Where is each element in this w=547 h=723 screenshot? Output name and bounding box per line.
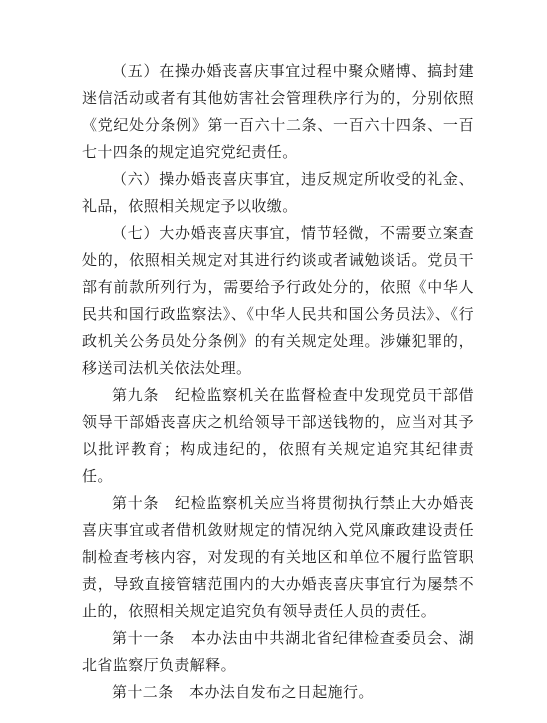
paragraph-item-6: （六）操办婚丧喜庆事宜，违反规定所收受的礼金、礼品，依照相关规定予以收缴。 bbox=[82, 170, 474, 215]
paragraph-item-7: （七）大办婚丧喜庆事宜，情节轻微，不需要立案查处的，依照相关规定对其进行约谈或者诫勉谈话。党员干部有前款所列行为，需要给予行政处分的，依照《中华人民共和国行政监察法》、《中华人民共和国公务员法》、《行政机关公务员处分条例》的有关规定处理。涉嫌犯罪的，移送司法机关依法处理。 bbox=[82, 224, 474, 377]
article-10: 第十条 纪检监察机关应当将贯彻执行禁止大办婚丧喜庆事宜或者借机敛财规定的情况纳入党风廉政建设责任制检查考核内容，对发现的有关地区和单位不履行监管职责，导致直接管辖范围内的大办婚丧喜庆事宜行为屡禁不止的，依照相关规定追究负有领导责任人员的责任。 bbox=[82, 494, 474, 620]
article-9: 第九条 纪检监察机关在监督检查中发现党员干部借领导干部婚丧喜庆之机给领导干部送钱物的，应当对其予以批评教育；构成违纪的，依照有关规定追究其纪律责任。 bbox=[82, 386, 474, 485]
article-11: 第十一条 本办法由中共湖北省纪律检查委员会、湖北省监察厅负责解释。 bbox=[82, 629, 474, 674]
article-12: 第十二条 本办法自发布之日起施行。 bbox=[112, 683, 374, 701]
document-page bbox=[82, 58, 474, 706]
paragraph-item-5: （五）在操办婚丧喜庆事宜过程中聚众赌博、搞封建迷信活动或者有其他妨害社会管理秩序行为的，分别依照《党纪处分条例》第一百六十二条、一百六十四条、一百七十四条的规定追究党纪责任。 bbox=[82, 62, 474, 161]
